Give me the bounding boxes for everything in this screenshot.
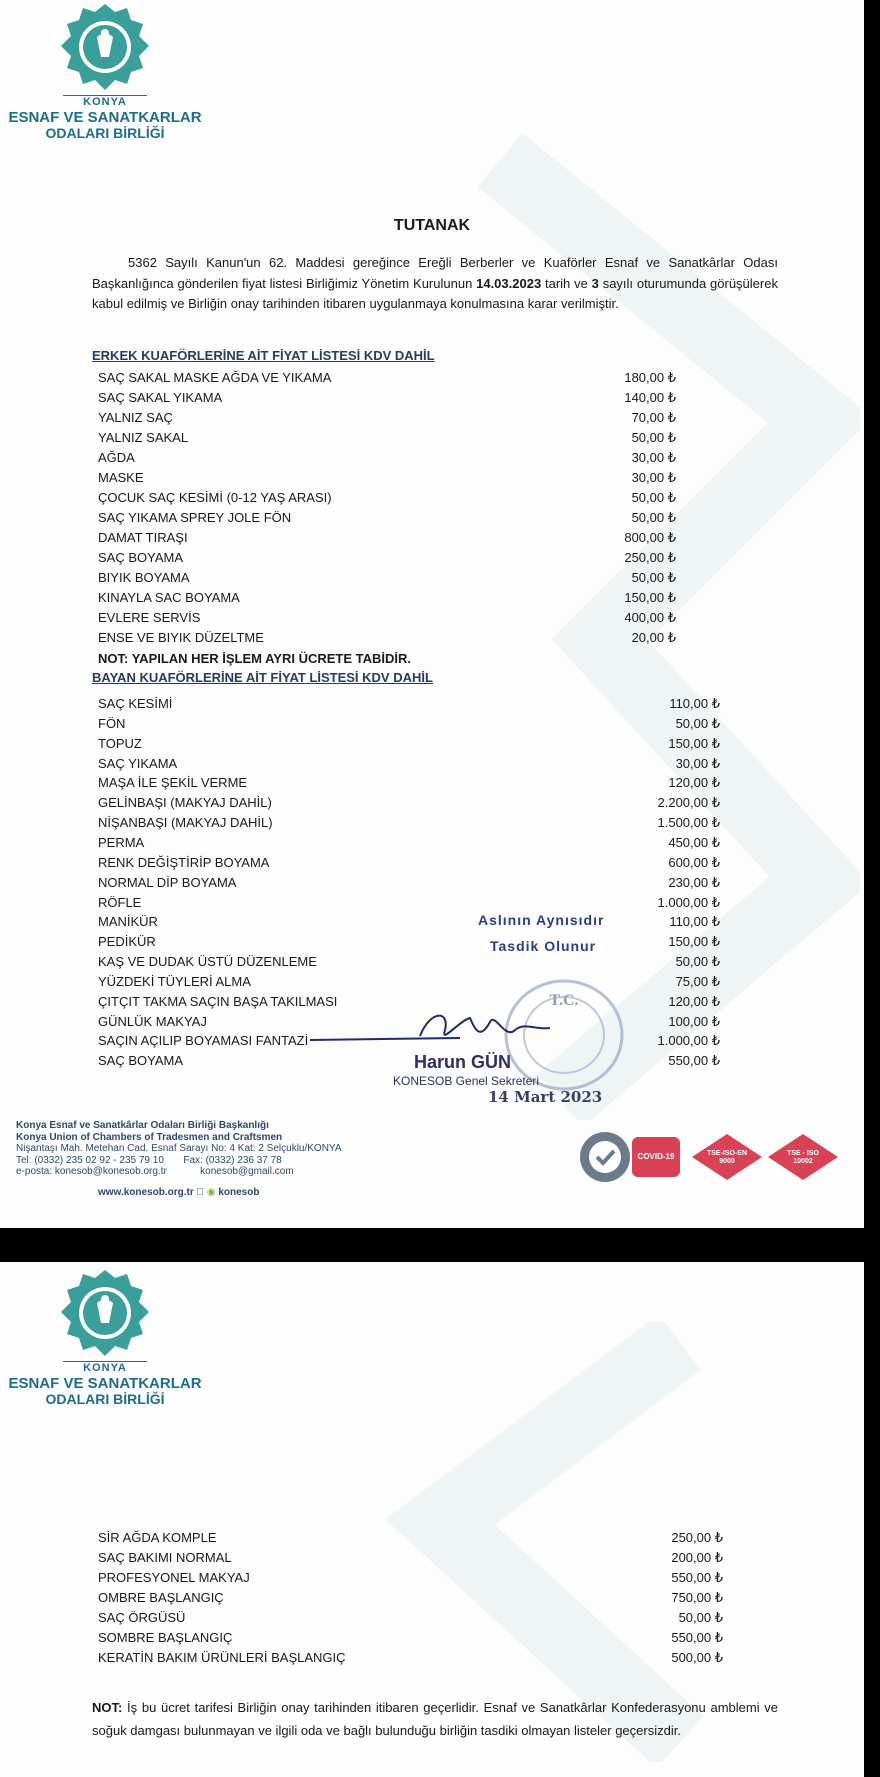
footer-line-2: Konya Union of Chambers of Tradesmen and Craftsmen: [16, 1131, 283, 1143]
footer-address: [16, 1120, 342, 1178]
seal-text: T.C.: [549, 992, 579, 1009]
price-row: [98, 528, 676, 548]
intro-paragraph: [92, 253, 778, 315]
price-row: [98, 488, 676, 508]
service-price: 75,00 ₺: [675, 973, 720, 989]
service-name: DAMAT TIRAŞI: [98, 530, 188, 545]
footer-gmail[interactable]: konesob@gmail.com: [200, 1166, 294, 1177]
service-name: MAŞA İLE ŞEKİL VERME: [98, 775, 248, 791]
service-price: 2.200,00 ₺: [657, 795, 720, 811]
service-name: ENSE VE BIYIK DÜZELTME: [98, 630, 264, 645]
service-name: RENK DEĞİŞTİRİP BOYAMA: [98, 854, 270, 870]
logo-line-2-2: ODALARI BİRLİĞİ: [45, 1391, 165, 1407]
covid-19-badge: COVID-19: [632, 1137, 680, 1177]
service-price: 30,00 ₺: [675, 755, 720, 771]
price-row: [98, 793, 720, 813]
service-price: 180,00 ₺: [624, 370, 676, 385]
service-price: 110,00 ₺: [669, 914, 720, 930]
service-name: YÜZDEKİ TÜYLERİ ALMA: [98, 973, 251, 989]
service-price: 500,00 ₺: [671, 1650, 723, 1665]
service-price: 150,00 ₺: [624, 590, 676, 605]
price-row: [98, 428, 676, 448]
service-price: 50,00 ₺: [631, 430, 676, 445]
service-price: 550,00 ₺: [671, 1570, 723, 1585]
service-price: 120,00 ₺: [668, 993, 720, 1009]
service-price: 50,00 ₺: [675, 715, 720, 731]
logo-city-2: KONYA: [63, 1361, 147, 1374]
certified-stamp-line-2: Tasdik Olunur: [490, 938, 597, 954]
service-name: MASKE: [98, 470, 144, 485]
service-name: SAÇ YIKAMA: [98, 755, 178, 771]
meeting-date: 14.03.2023: [476, 275, 542, 291]
men-note: NOT: YAPILAN HER İŞLEM AYRI ÜCRETE TABİDİR.: [98, 651, 411, 666]
price-row: [98, 912, 720, 932]
service-name: SOMBRE BAŞLANGIÇ: [98, 1630, 233, 1645]
service-name: YALNIZ SAKAL: [98, 430, 189, 445]
price-row: [98, 873, 720, 893]
price-row: [98, 388, 676, 408]
service-price: 20,00 ₺: [631, 630, 676, 645]
emblem-icon: [53, 1268, 157, 1358]
service-name: BIYIK BOYAMA: [98, 570, 190, 585]
tse-iso-10002-badge: [766, 1132, 840, 1182]
service-name: SAÇ BOYAMA: [98, 1053, 184, 1069]
website-link[interactable]: www.konesob.org.tr: [98, 1187, 194, 1198]
service-name: ÇOCUK SAÇ KESİMİ (0-12 YAŞ ARASI): [98, 490, 332, 505]
footer-line-3: Nişantaşı Mah. Metehan Cad. Esnaf Sarayı No: 4 Kat: 2 Selçuklu/KONYA: [16, 1143, 342, 1154]
note-label: NOT:: [92, 1700, 123, 1715]
price-row: [98, 694, 720, 714]
price-row: [98, 1588, 723, 1608]
price-row: [98, 1608, 723, 1628]
service-name: AĞDA: [98, 450, 135, 465]
price-row: [98, 833, 720, 853]
price-row: [98, 368, 676, 388]
konesob-logo-2: [0, 1268, 210, 1407]
price-row: [98, 1628, 723, 1648]
service-price: 50,00 ₺: [675, 954, 720, 970]
logo-city: KONYA: [63, 95, 147, 108]
service-name: MANİKÜR: [98, 914, 158, 930]
intro-text-3: sayılı oturumunda görüşülerek kabul edilmiş ve Birliğin onay tarihinden itibaren uygulanmaya konulmasına karar verilmiştir.: [92, 275, 778, 311]
service-price: 200,00 ₺: [671, 1550, 723, 1565]
social-handle: konesob: [208, 1187, 250, 1198]
stamp-date: 14 Mart 2023: [488, 1088, 603, 1106]
service-price: 70,00 ₺: [631, 410, 676, 425]
service-name: PERMA: [98, 834, 145, 850]
service-price: 150,00 ₺: [668, 934, 720, 950]
service-name: SAÇ SAKAL YIKAMA: [98, 390, 223, 405]
logo-line-1: ESNAF VE SANATKARLAR: [8, 109, 202, 126]
service-price: 450,00 ₺: [668, 834, 720, 850]
service-name: YALNIZ SAÇ: [98, 410, 173, 425]
service-price: 50,00 ₺: [631, 490, 676, 505]
price-row: [98, 714, 720, 734]
service-name: PEDİKÜR: [98, 934, 156, 950]
service-price: 50,00 ₺: [631, 570, 676, 585]
certified-copy-stamp: Aslının Aynısıdır: [478, 912, 605, 928]
price-row: [98, 813, 720, 833]
service-name: FÖN: [98, 715, 126, 731]
price-row: [98, 932, 720, 952]
price-row: [98, 408, 676, 428]
footer-fax: Fax: (0332) 236 37 78: [183, 1154, 282, 1166]
service-name: SAÇIN AÇILIP BOYAMASI FANTAZİ: [98, 1033, 309, 1049]
price-row: [98, 853, 720, 873]
price-row: [98, 754, 720, 774]
service-name: NİŞANBAŞI (MAKYAJ DAHİL): [98, 815, 273, 831]
service-price: 230,00 ₺: [668, 874, 720, 890]
price-row: [98, 548, 676, 568]
price-row: [98, 773, 720, 793]
android-icon: ◉: [196, 1187, 206, 1198]
service-name: GELİNBAŞI (MAKYAJ DAHİL): [98, 795, 272, 811]
tse-iso-10002-label: TSE - ISO 10002: [787, 1150, 819, 1165]
service-name: SAÇ ÖRGÜSÜ: [98, 1610, 186, 1625]
footer-email[interactable]: e-posta: konesob@konesob.org.tr: [16, 1166, 167, 1177]
men-price-list-heading: ERKEK KUAFÖRLERİNE AİT FİYAT LİSTESİ KDV DAHİL: [92, 348, 435, 363]
signature: [300, 1000, 570, 1060]
service-name: NORMAL DİP BOYAMA: [98, 874, 237, 890]
price-row: [98, 1648, 723, 1668]
price-row: [98, 568, 676, 588]
price-row: [98, 448, 676, 468]
service-name: SAÇ SAKAL MASKE AĞDA VE YIKAMA: [98, 370, 332, 385]
service-name: KERATİN BAKIM ÜRÜNLERİ BAŞLANGIÇ: [98, 1650, 346, 1665]
price-row: [98, 628, 676, 648]
service-name: KINAYLA SAC BOYAMA: [98, 590, 240, 605]
service-price: 600,00 ₺: [668, 854, 720, 870]
women-price-list-heading: BAYAN KUAFÖRLERİNE AİT FİYAT LİSTESİ KDV DAHİL: [92, 670, 433, 685]
validity-note: [92, 1696, 778, 1742]
covid-safe-badge: [580, 1132, 630, 1182]
intro-text-1: 5362 Sayılı Kanun'un 62. Maddesi gereğince Ereğli Berberler ve Kuaförler Esnaf ve Sanatkârlar Odası Başkanlığınca gönderilen fiyat listesi Birliğimiz Yönetim Kurulunun: [92, 255, 778, 291]
service-price: 30,00 ₺: [631, 450, 676, 465]
service-price: 150,00 ₺: [668, 735, 720, 751]
footer-web: [98, 1187, 259, 1198]
tse-iso-9000-badge: [690, 1132, 764, 1182]
price-row: [98, 893, 720, 913]
service-price: 30,00 ₺: [631, 470, 676, 485]
service-name: TOPUZ: [98, 735, 142, 751]
service-name: SİR AĞDA KOMPLE: [98, 1530, 217, 1545]
apple-icon: [197, 1187, 205, 1198]
service-price: 750,00 ₺: [671, 1590, 723, 1605]
signatory-role: KONESOB Genel Sekreteri: [393, 1074, 540, 1088]
service-price: 1.500,00 ₺: [657, 815, 720, 831]
service-price: 1.000,00 ₺: [657, 1033, 720, 1049]
service-price: 800,00 ₺: [624, 530, 676, 545]
price-row: [98, 508, 676, 528]
price-row: [98, 468, 676, 488]
meeting-number: 3: [591, 275, 599, 291]
service-name: PROFESYONEL MAKYAJ: [98, 1570, 250, 1585]
price-row: [98, 952, 720, 972]
price-row: [98, 588, 676, 608]
service-price: 120,00 ₺: [668, 775, 720, 791]
service-price: 250,00 ₺: [671, 1530, 723, 1545]
service-name: SAÇ YIKAMA SPREY JOLE FÖN: [98, 510, 292, 525]
service-price: 50,00 ₺: [631, 510, 676, 525]
tse-iso-9000-label: TSE-ISO-EN 9000: [706, 1150, 748, 1165]
service-name: ÇITÇIT TAKMA SAÇIN BAŞA TAKILMASI: [98, 993, 338, 1009]
service-price: 110,00 ₺: [669, 696, 720, 711]
service-name: GÜNLÜK MAKYAJ: [98, 1013, 207, 1029]
signatory-name: Harun GÜN: [414, 1052, 512, 1072]
footer-tel: Tel: (0332) 235 02 92 - 235 79 10: [16, 1154, 164, 1166]
service-name: SAÇ BAKIMI NORMAL: [98, 1550, 232, 1565]
service-price: 1.000,00 ₺: [657, 894, 720, 910]
konesob-logo: [0, 2, 210, 141]
intro-text-2: tarih ve: [545, 275, 588, 291]
service-name: SAÇ BOYAMA: [98, 550, 184, 565]
note-text: İş bu ücret tarifesi Birliğin onay tarihinden itibaren geçerlidir. Esnaf ve Sanatkârlar Konfederasyonu amblemi ve soğuk damgası bulunmayan ve ilgili oda ve bağlı bulunduğu birliğin tasdiki olmayan listeler geçersizdir.: [92, 1700, 779, 1738]
price-row: [98, 734, 720, 754]
service-name: SAÇ KESİMİ: [98, 696, 173, 711]
service-name: EVLERE SERVİS: [98, 610, 201, 625]
logo-line-1-2: ESNAF VE SANATKARLAR: [8, 1375, 202, 1392]
service-price: 250,00 ₺: [624, 550, 676, 565]
logo-line-2: ODALARI BİRLİĞİ: [45, 125, 165, 141]
service-price: 550,00 ₺: [668, 1053, 720, 1069]
footer-line-1: Konya Esnaf ve Sanatkârlar Odaları Birliği Başkanlığı: [16, 1120, 269, 1131]
service-price: 100,00 ₺: [668, 1013, 720, 1029]
price-row: [98, 1548, 723, 1568]
service-price: 50,00 ₺: [678, 1610, 723, 1625]
service-price: 140,00 ₺: [624, 390, 676, 405]
document-title: TUTANAK: [393, 217, 471, 234]
service-name: KAŞ VE DUDAK ÜSTÜ DÜZENLEME: [98, 954, 317, 970]
price-row: [98, 1568, 723, 1588]
price-row: [98, 1528, 723, 1548]
service-price: 550,00 ₺: [671, 1630, 723, 1645]
emblem-icon: [53, 2, 157, 92]
service-name: OMBRE BAŞLANGIÇ: [98, 1590, 224, 1605]
price-row: [98, 608, 676, 628]
service-name: RÖFLE: [98, 894, 142, 910]
service-price: 400,00 ₺: [624, 610, 676, 625]
